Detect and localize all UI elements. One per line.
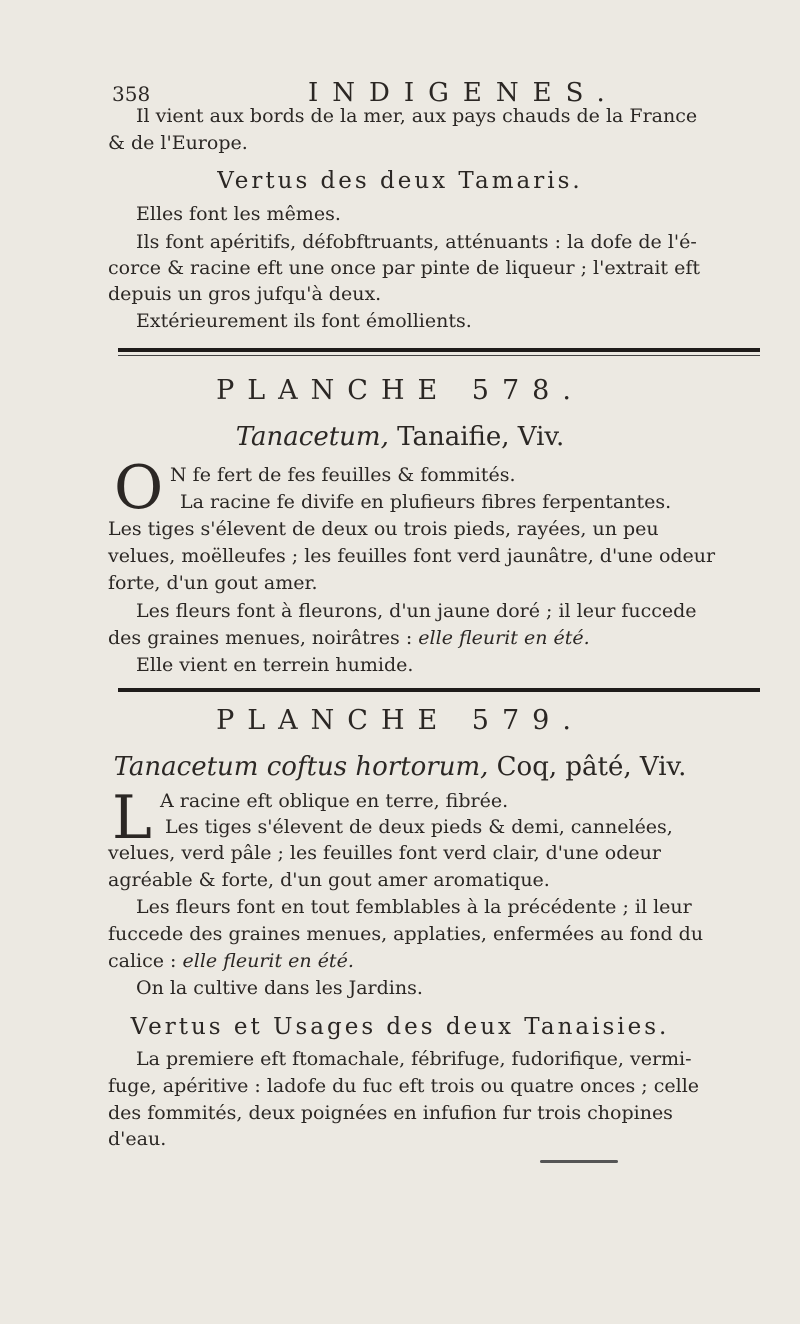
text-line: A racine eft oblique en terre, fibrée. <box>160 790 509 812</box>
planche-579-title <box>0 752 800 782</box>
text-line: d'eau. <box>108 1128 167 1150</box>
text-line: agréable & forte, d'un gout amer aromatique. <box>108 869 550 891</box>
text-line: Les fleurs font à fleurons, d'un jaune doré ; il leur fuccede <box>136 600 697 622</box>
french-name: Coq, pâté, Viv. <box>496 752 687 782</box>
text-line: N fe fert de fes feuilles & fommités. <box>170 464 516 486</box>
latin-name: Tanacetum, <box>235 422 389 452</box>
text-line: Elles font les mêmes. <box>136 203 341 225</box>
text-line: forte, d'un gout amer. <box>108 572 318 594</box>
text-line: Elle vient en terrein humide. <box>136 654 414 676</box>
section-heading-vertus-tanaisies: Vertus et Usages des deux Tanaisies. <box>130 1014 670 1040</box>
drop-cap: L <box>112 783 152 853</box>
flowering-note: elle fleurit en été. <box>418 627 590 649</box>
running-title: INDIGENES. <box>308 78 619 108</box>
french-name: Tanaifie, Viv. <box>397 422 565 452</box>
divider-rule <box>118 688 760 692</box>
text-line: des fommités, deux poignées en infufion fur trois chopines <box>108 1102 673 1124</box>
text-line: depuis un gros jufqu'à deux. <box>108 283 382 305</box>
text-span: des graines menues, noirâtres : <box>108 627 413 649</box>
divider-rule <box>118 348 760 352</box>
text-line: fuccede des graines menues, applaties, enfermées au fond du <box>108 923 704 945</box>
page-number: 358 <box>112 82 151 106</box>
flowering-note: elle fleurit en été. <box>182 950 354 972</box>
latin-name: Tanacetum coftus hortorum, <box>113 752 489 782</box>
intro-line-1: Il vient aux bords de la mer, aux pays chauds de la France <box>136 105 698 127</box>
text-line <box>108 627 590 649</box>
text-line: Les fleurs font en tout femblables à la précédente ; il leur <box>136 896 692 918</box>
text-line: velues, verd pâle ; les feuilles font verd clair, d'une odeur <box>108 842 661 864</box>
text-line: Les tiges s'élevent de deux pieds & demi, cannelées, <box>165 816 673 838</box>
text-line: Extérieurement ils font émollients. <box>136 310 472 332</box>
text-line: corce & racine eft une once par pinte de liqueur ; l'extrait eft <box>108 257 701 279</box>
text-line: La premiere eft ftomachale, fébrifuge, fudorifique, vermi- <box>136 1048 692 1070</box>
planche-578-title <box>0 422 800 452</box>
text-line: On la cultive dans les Jardins. <box>136 977 423 999</box>
planche-579-heading: PLANCHE 579. <box>216 705 584 736</box>
intro-line-2: & de l'Europe. <box>108 132 248 154</box>
text-line: velues, moëlleufes ; les feuilles font verd jaunâtre, d'une odeur <box>108 545 716 567</box>
text-line <box>108 950 354 972</box>
drop-cap: O <box>114 453 164 523</box>
text-line: fuge, apéritive : ladofe du fuc eft trois ou quatre onces ; celle <box>108 1075 700 1097</box>
divider-rule-thin <box>118 355 760 356</box>
planche-578-heading: PLANCHE 578. <box>216 375 584 406</box>
text-span: calice : <box>108 950 177 972</box>
text-line: La racine fe divife en plufieurs fibres ferpentantes. <box>180 491 672 513</box>
text-line: Les tiges s'élevent de deux ou trois pieds, rayées, un peu <box>108 518 659 540</box>
end-ornament <box>540 1160 618 1163</box>
text-line: Ils font apéritifs, défobftruants, atténuants : la dofe de l'é- <box>136 231 697 253</box>
section-heading-vertus-tamaris: Vertus des deux Tamaris. <box>217 168 583 194</box>
